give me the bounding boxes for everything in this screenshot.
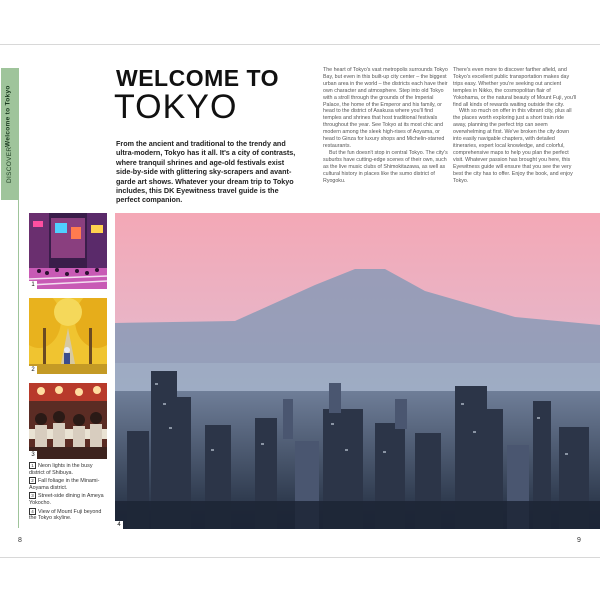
neon-street-photo — [29, 213, 107, 289]
photo-number: 1 — [29, 281, 37, 289]
caption-text: View of Mount Fuji beyond the Tokyo skyline. — [29, 508, 102, 522]
caption-item — [29, 477, 109, 491]
intro-paragraph: From the ancient and traditional to the trendy and ultra-modern, Tokyo has it all. It's a city of contrasts, where tranquil shrines and age-old festivals exist side-by-side with glittering sky-scrapers and avant-garde art shows. Whatever your dream trip to Tokyo includes, this DK Eyewitness travel guide is the perfect companion. — [116, 139, 296, 205]
caption-number: 3 — [29, 492, 36, 499]
caption-number: 4 — [29, 508, 36, 515]
street-dining-photo — [29, 383, 107, 459]
body-paragraph: There's even more to discover farther afield, and Tokyo's excellent public transportation makes day trips easy. Whether you're seeking out ancient temples in Nikko, the cosmopolitan flair of Yokohama, or the natural beauty of Mount Fuji, you'll find all kinds of rewards waiting outside the city. — [453, 67, 577, 108]
body-paragraph: The heart of Tokyo's vast metropolis surrounds Tokyo Bay, but even in this built-up city center – the biggest urban area in the world – the districts each have their own character and atmosphere. Step into old Tokyo with a stroll through the grounds of the Imperial Palace, the home of the Emperor and his family, or head to the district of Asakusa where you'll find temples and shrines that host traditional festivals throughout the year. See Tokyo at its most chic and modern among the sleek high-rises of Aoyama, or head to Ginza for luxury shops and Michelin-starred restaurants. — [323, 67, 448, 149]
body-paragraph: With so much on offer in this vibrant city, plus all the places worth exploring just a short train ride away, planning the perfect trip can seem overwhelming at first. We've broken the city down into easily navigable chapters, with detailed itineraries, expert local knowledge, and colorful, comprehensive maps to help you plan the perfect visit. Whatever passion has brought you here, this Eyewitness guide will ensure that you see the very best the city has to offer. Enjoy the book, and enjoy Tokyo. — [453, 108, 573, 184]
caption-number: 1 — [29, 462, 36, 469]
photo-number: 3 — [29, 451, 37, 459]
page-title-line1: WELCOME TO — [116, 65, 280, 91]
page-number-left: 8 — [18, 537, 22, 544]
ginkgo-avenue-photo — [29, 298, 107, 374]
caption-number: 2 — [29, 477, 36, 484]
body-paragraph: But the fun doesn't stop in central Tokyo. The city's suburbs have cutting-edge scenes of their own, such as the live music clubs of Shimokitazawa, as well as cultural history in places like the sumo district of Ryogoku. — [323, 149, 448, 184]
section-name: DISCOVER — [6, 146, 13, 183]
mount-fuji-skyline-photo — [115, 213, 600, 529]
photo-number: 4 — [115, 521, 123, 529]
caption-item — [29, 508, 109, 522]
caption-item — [29, 492, 109, 506]
body-column-2 — [453, 67, 578, 184]
page-title-line2: TOKYO — [114, 88, 238, 126]
caption-text: Street-side dining in Ameya Yokocho. — [29, 493, 104, 506]
photo-number: 2 — [29, 366, 37, 374]
chapter-name: Welcome to Tokyo — [4, 85, 12, 147]
chapter-rule — [18, 68, 19, 528]
caption-text: Neon lights in the busy district of Shibuya. — [29, 463, 93, 476]
photo-captions — [29, 462, 109, 523]
caption-text: Fall foliage in the Minami-Aoyama district. — [29, 478, 100, 491]
body-column-1 — [323, 67, 448, 184]
page-number-right: 9 — [577, 537, 581, 544]
chapter-label — [1, 68, 18, 200]
caption-item — [29, 462, 109, 476]
